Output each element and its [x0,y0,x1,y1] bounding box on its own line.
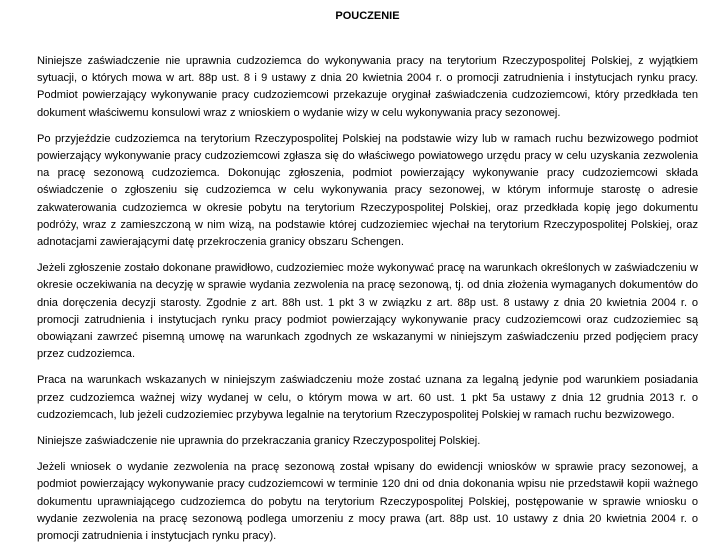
paragraph-legality: Praca na warunkach wskazanych w niniejszym zaświadczeniu może zostać uznana za legalną jedynie pod warunkiem posiadania przez cudzoziemca ważnej wizy wydanej w celu, o którym mowa w art. 60 ust. 1 pkt 5a ustawy z dnia 12 grudnia 2013 r. o cudzoziemcach, lub jeżeli cudzoziemiec przybywa legalnie na terytorium Rzeczypospolitej Polskiej w ramach ruchu bezwizowego. [37,374,698,421]
document-title: POUCZENIE [335,10,400,22]
paragraph-scope: Niniejsze zaświadczenie nie uprawnia cudzoziemca do wykonywania pracy na terytorium Rzeczypospolitej Polskiej, z wyjątkiem sytuacji, o których mowa w art. 88p ust. 8 i 9 ustawy z dnia 20 kwietnia 2004 r. o promocji zatrudnienia i instytucjach rynku pracy. Podmiot powierzający wykonywanie pracy cudzoziemcowi przekazuje oryginał zaświadczenia cudzoziemcowi, który przedkłada ten dokument właściwemu konsulowi wraz z wnioskiem o wydanie wizy w celu wykonywania pracy sezonowej. [37,55,698,119]
paragraph-border: Niniejsze zaświadczenie nie uprawnia do przekraczania granicy Rzeczypospolitej Polskiej. [37,435,481,448]
paragraph-discontinuation: Jeżeli wniosek o wydanie zezwolenia na pracę sezonową został wpisany do ewidencji wniosków w sprawie pracy sezonowej, a podmiot powierzający wykonywanie pracy cudzoziemcowi w terminie 120 dni od dnia dokonania wpisu nie przedstawił kopii ważnego dokumentu uprawniającego cudzoziemca do pobytu na terytorium Rzeczypospolitej Polskiej, postępowanie w sprawie wniosku o wydanie zezwolenia na pracę sezonową podlega umorzeniu z mocy prawa (art. 88p ust. 10 ustawy z dnia 20 kwietnia 2004 r. o promocji zatrudnienia i instytucjach rynku pracy). [37,461,698,543]
paragraph-registration: Jeżeli zgłoszenie zostało dokonane prawidłowo, cudzoziemiec może wykonywać pracę na warunkach określonych w zaświadczeniu w okresie oczekiwania na decyzję w sprawie wydania zezwolenia na pracę sezonową, tj. od dnia złożenia wymaganych dokumentów do dnia doręczenia decyzji starosty. Zgodnie z art. 88h ust. 1 pkt 3 w związku z art. 88p ust. 8 ustawy z dnia 20 kwietnia 2004 r. o promocji zatrudnienia i instytucjach rynku pracy podmiot powierzający wykonywanie pracy cudzoziemcowi oraz cudzoziemiec są obowiązani zawrzeć pisemną umowę na warunkach zgodnych ze wskazanymi w niniejszym zaświadczeniu przed podjęciem pracy przez cudzoziemca. [37,262,698,361]
paragraph-arrival: Po przyjeździe cudzoziemca na terytorium Rzeczypospolitej Polskiej na podstawie wizy lub w ramach ruchu bezwizowego podmiot powierzający wykonywanie pracy cudzoziemcowi zgłasza się do właściwego powiatowego urzędu pracy w celu uzyskania zezwolenia na pracę sezonową cudzoziemca. Dokonując zgłoszenia, podmiot powierzający wykonywanie pracy cudzoziemcowi składa oświadczenie o zgłoszeniu się cudzoziemca w celu wykonywania pracy sezonowej, w którym informuje starostę o adresie zakwaterowania cudzoziemca w okresie pobytu na terytorium Rzeczypospolitej Polskiej, oraz przedkłada kopię jego dokumentu podróży, wraz z zamieszczoną w nim wizą, na podstawie której cudzoziemiec wjechał na terytorium Rzeczypospolitej Polskiej, oraz adnotacjami zawierającymi datę przekroczenia granicy obszaru Schengen. [37,132,698,249]
